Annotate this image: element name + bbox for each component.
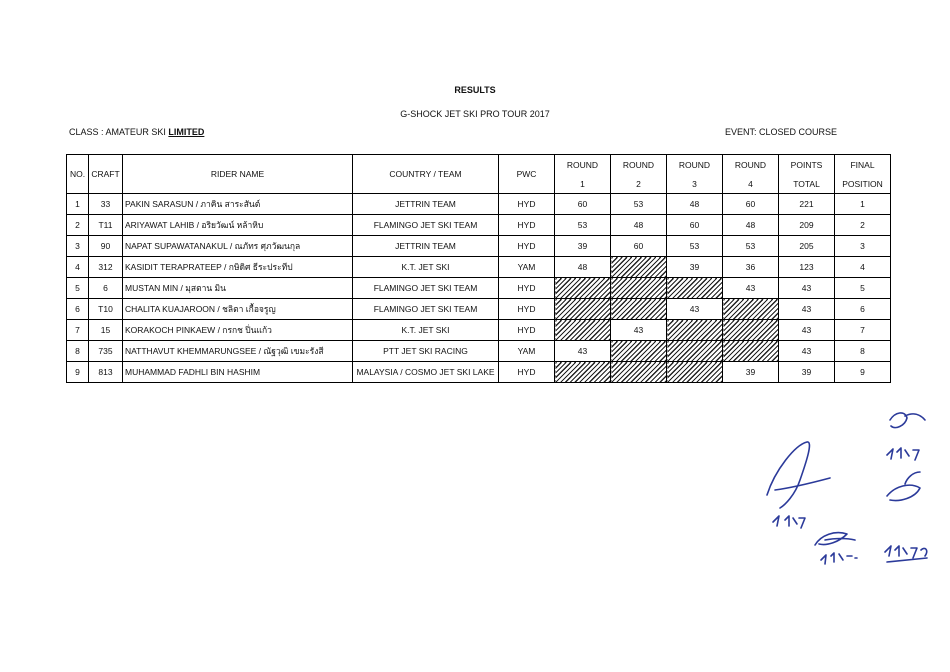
class-emphasis: LIMITED [168,127,205,137]
cell-r4: 36 [723,257,779,278]
cell-craft: 735 [89,341,123,362]
cell-rider: NAPAT SUPAWATANAKUL / ณภัทร ศุภวัฒนกุล [123,236,353,257]
cell-r4: 48 [723,215,779,236]
cell-rider: ARIYAWAT LAHIB / อริยวัฒน์ หล้าหิบ [123,215,353,236]
cell-r3-no-score [667,341,723,362]
header-round-3: ROUND [667,155,723,175]
cell-r2-no-score [611,278,667,299]
cell-pwc: HYD [499,278,555,299]
cell-r1-no-score [555,362,611,383]
cell-pos: 8 [835,341,891,362]
cell-r2: 60 [611,236,667,257]
cell-total: 43 [779,320,835,341]
date-1 [773,516,805,528]
cell-pos: 1 [835,194,891,215]
cell-r4: 39 [723,362,779,383]
cell-no: 5 [67,278,89,299]
cell-total: 209 [779,215,835,236]
header-total: TOTAL [779,174,835,194]
results-body [67,194,891,383]
cell-r2: 48 [611,215,667,236]
cell-craft: 813 [89,362,123,383]
cell-r4-no-score [723,341,779,362]
cell-r3: 48 [667,194,723,215]
header-final: FINAL [835,155,891,175]
cell-r2-no-score [611,341,667,362]
header-round-4: ROUND [723,155,779,175]
cell-no: 8 [67,341,89,362]
cell-r4-no-score [723,320,779,341]
cell-r3: 43 [667,299,723,320]
cell-r1: 39 [555,236,611,257]
cell-rider: CHALITA KUAJAROON / ชลิตา เกื้อจรูญ [123,299,353,320]
cell-rider: KASIDIT TERAPRATEEP / กษิดิศ ธีระประทีป [123,257,353,278]
cell-r3-no-score [667,278,723,299]
class-prefix: CLASS : AMATEUR SKI [69,127,169,137]
cell-craft: T11 [89,215,123,236]
cell-craft: 312 [89,257,123,278]
cell-pwc: HYD [499,215,555,236]
class-label [69,127,204,137]
cell-r3-no-score [667,362,723,383]
table-row [67,257,891,278]
header-no: NO. [67,155,89,194]
cell-pos: 9 [835,362,891,383]
cell-r2: 43 [611,320,667,341]
cell-r4: 53 [723,236,779,257]
cell-total: 39 [779,362,835,383]
cell-pwc: YAM [499,257,555,278]
header-country: COUNTRY / TEAM [353,155,499,194]
cell-pos: 3 [835,236,891,257]
date-4 [887,448,919,460]
cell-r1-no-score [555,278,611,299]
cell-craft: T10 [89,299,123,320]
cell-craft: 6 [89,278,123,299]
cell-team: FLAMINGO JET SKI TEAM [353,299,499,320]
header-craft: CRAFT [89,155,123,194]
header-position: POSITION [835,174,891,194]
cell-pos: 7 [835,320,891,341]
cell-team: K.T. JET SKI [353,320,499,341]
cell-pwc: HYD [499,362,555,383]
date-2 [821,553,857,564]
header-rider: RIDER NAME [123,155,353,194]
cell-pos: 2 [835,215,891,236]
cell-r2-no-score [611,299,667,320]
cell-pos: 4 [835,257,891,278]
cell-total: 221 [779,194,835,215]
cell-craft: 90 [89,236,123,257]
cell-r4: 60 [723,194,779,215]
event-subtitle: G-SHOCK JET SKI PRO TOUR 2017 [400,109,550,119]
header-pwc: PWC [499,155,555,194]
cell-pos: 5 [835,278,891,299]
cell-r2: 53 [611,194,667,215]
cell-pwc: HYD [499,194,555,215]
cell-r1-no-score [555,320,611,341]
cell-team: FLAMINGO JET SKI TEAM [353,215,499,236]
cell-total: 43 [779,341,835,362]
cell-team: JETTRIN TEAM [353,236,499,257]
cell-rider: KORAKOCH PINKAEW / กรกช ปิ่นแก้ว [123,320,353,341]
event-label: EVENT: CLOSED COURSE [725,127,838,137]
cell-r4-no-score [723,299,779,320]
cell-no: 2 [67,215,89,236]
cell-rider: MUSTAN MIN / มุสตาน มิน [123,278,353,299]
cell-total: 123 [779,257,835,278]
cell-r3-no-score [667,320,723,341]
handwritten-signatures [755,400,950,590]
header-points: POINTS [779,155,835,175]
cell-pos: 6 [835,299,891,320]
cell-no: 3 [67,236,89,257]
cell-no: 4 [67,257,89,278]
cell-r2-no-score [611,362,667,383]
cell-pwc: HYD [499,236,555,257]
table-row [67,236,891,257]
results-table [66,154,891,383]
cell-team: FLAMINGO JET SKI TEAM [353,278,499,299]
cell-craft: 33 [89,194,123,215]
cell-no: 9 [67,362,89,383]
header-round-2: ROUND [611,155,667,175]
cell-r4: 43 [723,278,779,299]
cell-team: PTT JET SKI RACING [353,341,499,362]
date-3 [885,546,927,558]
cell-r3: 53 [667,236,723,257]
header-round-num-4: 4 [723,174,779,194]
cell-no: 1 [67,194,89,215]
cell-no: 7 [67,320,89,341]
document-title: RESULTS [454,85,496,95]
cell-r1: 48 [555,257,611,278]
cell-team: MALAYSIA / COSMO JET SKI LAKE [353,362,499,383]
cell-rider: MUHAMMAD FADHLI BIN HASHIM [123,362,353,383]
table-row [67,278,891,299]
cell-r3: 39 [667,257,723,278]
cell-rider: PAKIN SARASUN / ภาคิน สาระสันต์ [123,194,353,215]
cell-rider: NATTHAVUT KHEMMARUNGSEE / ณัฐวุฒิ เขมะรังสี [123,341,353,362]
cell-pwc: YAM [499,341,555,362]
table-row [67,299,891,320]
cell-total: 205 [779,236,835,257]
header-round-num-2: 2 [611,174,667,194]
cell-total: 43 [779,299,835,320]
cell-no: 6 [67,299,89,320]
cell-r1: 43 [555,341,611,362]
cell-pwc: HYD [499,320,555,341]
cell-total: 43 [779,278,835,299]
cell-r3: 60 [667,215,723,236]
cell-pwc: HYD [499,299,555,320]
cell-craft: 15 [89,320,123,341]
cell-r1-no-score [555,299,611,320]
cell-team: JETTRIN TEAM [353,194,499,215]
table-row [67,362,891,383]
cell-r1: 53 [555,215,611,236]
table-row [67,320,891,341]
header-round-num-3: 3 [667,174,723,194]
cell-r1: 60 [555,194,611,215]
cell-r2-no-score [611,257,667,278]
header-round-1: ROUND [555,155,611,175]
header-round-num-1: 1 [555,174,611,194]
table-row [67,215,891,236]
cell-team: K.T. JET SKI [353,257,499,278]
table-row [67,341,891,362]
table-row [67,194,891,215]
